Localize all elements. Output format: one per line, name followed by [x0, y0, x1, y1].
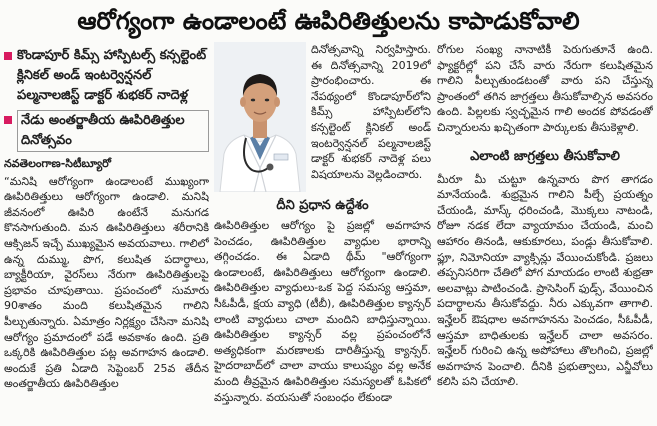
highlight-text: నేడు అంతర్జాతీయ ఊపిరితిత్తుల దినోత్సవం [17, 110, 209, 152]
section-heading-purpose: దీని ప్రధాన ఉద్దేశం [276, 198, 369, 213]
highlight-lung-day [4, 110, 209, 152]
doctor-portrait-icon [214, 42, 306, 192]
precautions-body: మీరూ మీ చుట్టూ ఉన్నవారు పొగ తాగడం మానేయండి. శుభ్రమైన గాలిని పీల్చే ప్రయత్నం చేయండి, మాస్క్ ధరించండి, మొక్కలు నాటండి, రోజూ నడక లేదా వ్యాయామం చేయండి, మంచి ఆహారం తినండి, ఆకుకూరలు, పండ్లు తీసుకోవాలి. ఫ్లూ, నిమోనియా వ్యాక్సిన్లు వేయించుకోండి. ప్రజలు తప్పనిసరిగా చేతిలో పోగ మాయడం లాంటి శుభ్రతా అలవాట్లు పాటించండి. ప్రాసెసింగ్ ఫుడ్స్, వేయించిన పదార్థాలను తీసుకోవద్దు. నీరు ఎక్కువగా తాగాలి. ఇన్హేలర్ ఔషధాల అవగాహనను పెంచడం, సీఓపీడీ, ఆస్తమా బాధితులకు ఇన్హేలర్ చాలా అవసరం. ఇన్హేలర్ గురించి ఉన్న అపోహాలు తొలగించి, ప్రజల్లో అవగాహన పెంచాలి. దీనికి ప్రభుత్వాలు, ఎన్జీవోలు కలిసి పని చేయాలి. [437, 172, 653, 389]
intro-continued: దినోత్సవాన్ని నిర్వహిస్తారు. ఈ దినోత్సవాన్ని 2019లో ప్రారంభించారు. ఈ నేపథ్యంలో కొండాపూర్‌లోని కిమ్స్ హాస్పిటల్‌లోని కన్సల్టెంట్ క్లినికల్ అండ్ ఇంటర్వెన్షనల్ పల్మనాలజిస్ట్ డాక్టర్ శుభకర్ నాదెళ్ల పలు విషయాలను వెల్లడించారు. [311, 43, 431, 181]
right-top-paragraph: రోగుల సంఖ్య నానాటికీ పెరుగుతూనే ఉంది. ఫ్యాక్టరీల్లో పని చేసే వారు నేరుగా కలుషితమైన గాలిని పీల్చుతుండటంతో వారు పని చేస్తున్న ప్రాంతంలో తగిన జాగ్రత్తలు తీసుకోవాల్సిన అవసరం ఉంది. పిల్లలకు స్వచ్ఛమైన గాలి అందక పోవడంతో చిన్నారులను ఖచ్చితంగా పార్కులకు తీసుకెళ్లాలి. [437, 43, 653, 134]
dateline: నవతెలంగాణ-సిటీబ్యూరో [4, 157, 111, 170]
headline: ఆరోగ్యంగా ఉండాలంటే ఊపిరితిత్తులను కాపాడుకోవాలి [77, 7, 580, 35]
intro-paragraph: “మనిషి ఆరోగ్యంగా ఉండాలంటే ముఖ్యంగా ఊపిరితిత్తులు ఆరోగ్యంగా ఉండాలి. మనిషి జీవనంలో ఊపిరి ఉంటేనే మనుగడ కొనసాగుతుంది. మన ఊపిరితిత్తులు శరీరానికి ఆక్సిజన్ ఇచ్చే ముఖ్యమైన అవయవాలు. గాలిలో ఉన్న దుమ్ము, పొగ, కలుషిత పదార్థాలు, బ్యాక్టీరియా, వైరస్‌లు నేరుగా ఊపిరితిత్తులపై ప్రభావం చూపుతాయి. ప్రపంచంలో సుమారు 90శాతం మంది కలుషితమైన గాలిని పీల్చుతున్నారు. ఏమాత్రం నిర్లక్ష్యం చేసినా మనిషి ఆరోగ్యం ప్రమాదంలో పడే అవకాశం ఉంది. ప్రతి ఒక్కరికి ఊపిరితిత్తుల పట్ల అవగాహన ఉండాలి. అందుకే ప్రతి ఏడాది సెప్టెంబర్ 25వ తేదీన అంతర్జాతీయ ఊపిరితిత్తుల [4, 174, 209, 391]
section-heading-precautions: ఎలాంటి జాగ్రత్తలు తీసుకోవాలి [470, 148, 620, 164]
highlight-text: కొండాపూర్ కిమ్స్ హాస్పిటల్స్ కన్సల్టెంట్ క్లినికల్ అండ్ ఇంటర్వెన్షనల్ పల్మనాలజిస్ట్ డాక్టర్ శుభకర్ నాదెళ్ల [17, 48, 207, 103]
square-bullet-icon [4, 52, 12, 60]
intro-continued-column [311, 42, 431, 194]
purpose-body: ఊపిరితిత్తుల ఆరోగ్యం పై ప్రజల్లో అవగాహన పెంచడం, ఊపిరితిత్తుల వ్యాధుల భారాన్ని తగ్గించడం. ఈ ఏడాది థీమ్ "ఆరోగ్యంగా ఉండాలంటే, ఊపిరితిత్తులు ఆరోగ్యంగా ఉండాలి. ఊపిరితిత్తుల వ్యాధులు-ఒక పెద్ద సమస్య ఆస్తమా, సీఓపీడీ, క్షయ వ్యాధి (టీబీ), ఊపిరితిత్తుల క్యాన్సర్ లాంటి వ్యాధులు చాలా మందిని బాధిస్తున్నాయి. ఊపిరితిత్తుల క్యాన్సర్ వల్ల ప్రపంచంలోనే అత్యధికంగా మరణాలకు దారితీస్తున్న క్యాన్సర్. హైదరాబాద్‌లో చాలా వాయు కాలుష్యం వల్ల అనేక మంది తీవ్రమైన ఊపిరితిత్తుల సమస్యలతో ఓపికలో వస్తున్నారు. వయసుతో సంబంధం లేకుండా [214, 219, 431, 404]
purpose-column [214, 218, 431, 422]
left-column [4, 46, 209, 422]
right-column [437, 42, 653, 422]
square-bullet-icon [4, 116, 12, 124]
highlight-doctor [4, 46, 209, 106]
doctor-photo [214, 42, 306, 192]
